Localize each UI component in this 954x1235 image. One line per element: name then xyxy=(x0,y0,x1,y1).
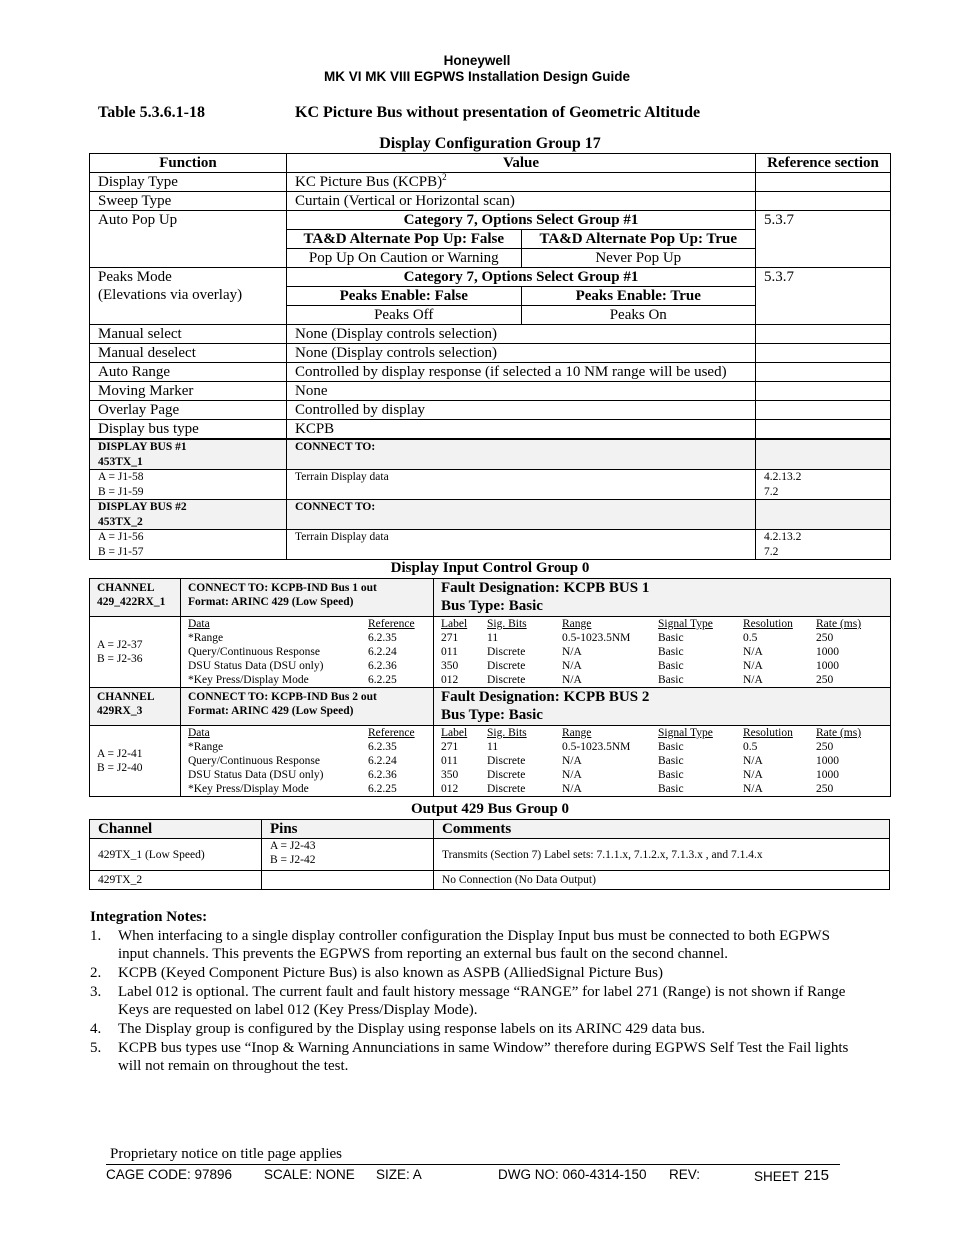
signal-type-header: Signal Type xyxy=(658,618,713,630)
function-cell: Auto Range xyxy=(90,363,287,382)
category-label: Category 7, Options Select Group #1 xyxy=(287,211,755,230)
note-text: KCPB bus types use “Inop & Warning Annunciations in same Window” therefore during EGPWS Self Test the Fail lights will not remain on throughout the test. xyxy=(118,1040,849,1074)
label-header: Label xyxy=(441,727,468,739)
company-name: Honeywell xyxy=(443,53,511,68)
range-value: N/A xyxy=(562,646,582,658)
note-number: 5. xyxy=(90,1040,102,1056)
pin-a: A = J2-41 xyxy=(97,748,143,760)
rate-header: Rate (ms) xyxy=(816,727,862,739)
data-reference: 6.2.24 xyxy=(368,646,397,658)
table-title: KC Picture Bus without presentation of Geometric Altitude xyxy=(295,104,701,121)
data-item: Query/Continuous Response xyxy=(188,755,320,767)
range-header: Range xyxy=(562,618,592,630)
range-value: N/A xyxy=(562,783,582,795)
display-input-table xyxy=(89,578,891,797)
rate-value: 250 xyxy=(816,674,834,686)
value-cell xyxy=(287,211,756,268)
size: SIZE: A xyxy=(376,1167,422,1182)
reference-cell xyxy=(756,363,891,382)
label-value: 011 xyxy=(441,646,458,658)
reference-cell xyxy=(756,173,891,192)
value-cell: None (Display controls selection) xyxy=(287,344,756,363)
value-text: KC Picture Bus (KCPB) xyxy=(295,174,443,190)
sig-bits-value: Discrete xyxy=(487,660,526,672)
label-value: 350 xyxy=(441,769,459,781)
function-cell: Sweep Type xyxy=(90,192,287,211)
data-cell xyxy=(181,617,434,688)
data-reference: 6.2.35 xyxy=(368,632,397,644)
pins-cell xyxy=(90,530,287,560)
sheet-number: 215 xyxy=(804,1167,830,1184)
footer-divider xyxy=(106,1164,840,1165)
function-cell: Auto Pop Up xyxy=(90,211,287,268)
value-cell xyxy=(287,268,756,325)
signal-type-value: Basic xyxy=(658,783,684,795)
label-value: 350 xyxy=(441,660,459,672)
label-value: 012 xyxy=(441,783,459,795)
data-reference: 6.2.36 xyxy=(368,660,397,672)
header-comments: Comments xyxy=(434,820,890,839)
label-cell xyxy=(434,617,891,688)
connect-cell xyxy=(181,579,434,617)
bus-header-row xyxy=(90,500,891,530)
value-cell: Controlled by display response (if selected a 10 NM range will be used) xyxy=(287,363,756,382)
bus-id: 453TX_2 xyxy=(98,515,143,528)
header-pins: Pins xyxy=(262,820,434,839)
connect-to: CONNECT TO: KCPB-IND Bus 2 out xyxy=(188,691,377,703)
pins-cell xyxy=(90,726,181,797)
sheet-label: SHEET xyxy=(754,1169,800,1184)
data-item: DSU Status Data (DSU only) xyxy=(188,660,324,672)
integration-notes xyxy=(90,908,860,1075)
rate-value: 250 xyxy=(816,783,834,795)
table-row xyxy=(90,344,891,363)
option-true-value: Peaks On xyxy=(521,306,755,325)
reference-cell xyxy=(756,192,891,211)
reference-1: 4.2.13.2 xyxy=(764,471,802,483)
reference-cell xyxy=(756,439,891,470)
bus-data-row xyxy=(90,470,891,500)
data-subtable xyxy=(181,617,433,687)
note-text: Label 012 is optional. The current fault and fault history message “RANGE” for label 271 (Range) is not shown if Range Keys are requested on label 012 (Key Press/Display Mode). xyxy=(118,984,846,1018)
label-value: 012 xyxy=(441,674,459,686)
resolution-value: N/A xyxy=(743,660,763,672)
pins-cell xyxy=(90,617,181,688)
function-text: Peaks Mode xyxy=(98,269,172,285)
connect-to: CONNECT TO: KCPB-IND Bus 1 out xyxy=(188,582,377,594)
scale: SCALE: NONE xyxy=(264,1167,355,1182)
notes-title: Integration Notes: xyxy=(90,909,208,925)
data-header: Data xyxy=(188,618,210,630)
range-value: 0.5-1023.5NM xyxy=(562,741,631,753)
data-reference: 6.2.25 xyxy=(368,783,397,795)
rate-value: 1000 xyxy=(816,660,839,672)
table-row xyxy=(90,268,891,325)
data-item: DSU Status Data (DSU only) xyxy=(188,769,324,781)
data-reference: 6.2.24 xyxy=(368,755,397,767)
signal-type-value: Basic xyxy=(658,646,684,658)
bus-data-row xyxy=(90,530,891,560)
rate-header: Rate (ms) xyxy=(816,618,862,630)
output-bus-table xyxy=(89,819,890,890)
signal-type-value: Basic xyxy=(658,755,684,767)
bus-header-row xyxy=(90,439,891,470)
pin-a: A = J2-37 xyxy=(97,639,143,651)
note-number: 3. xyxy=(90,984,102,1000)
reference-header: Reference xyxy=(368,618,415,630)
group-title-display-config: Display Configuration Group 17 xyxy=(379,135,601,152)
data-reference: 6.2.36 xyxy=(368,769,397,781)
table-header-row xyxy=(90,154,891,173)
category-label: Category 7, Options Select Group #1 xyxy=(287,268,755,287)
channel-label: CHANNEL xyxy=(97,582,155,594)
channel-header-row xyxy=(90,688,891,726)
sig-bits-value: Discrete xyxy=(487,646,526,658)
pin-b: B = J1-57 xyxy=(98,545,144,558)
group-title-display-input: Display Input Control Group 0 xyxy=(390,560,590,576)
data-item: *Range xyxy=(188,741,224,753)
note-number: 4. xyxy=(90,1021,102,1037)
value-cell: Controlled by display xyxy=(287,401,756,420)
note-text: When interfacing to a single display controller configuration the Display Input bus must be connected to both EGPWS input channels. This prevents the EGPWS from reporting an external bus fault on the second channel. xyxy=(118,928,830,962)
signal-type-value: Basic xyxy=(658,769,684,781)
note-item xyxy=(90,964,860,982)
bus-data-cell: Terrain Display data xyxy=(287,470,756,500)
channel-label-cell xyxy=(90,688,181,726)
reference-cell: 5.3.7 xyxy=(756,268,891,325)
label-value: 011 xyxy=(441,755,458,767)
option-false-value: Pop Up On Caution or Warning xyxy=(308,250,499,266)
reference-cell: 5.3.7 xyxy=(756,211,891,268)
reference-cell xyxy=(756,325,891,344)
reference-cell xyxy=(756,382,891,401)
table-row xyxy=(90,871,890,890)
value-cell xyxy=(287,173,756,192)
resolution-value: 0.5 xyxy=(743,632,758,644)
data-item: *Range xyxy=(188,632,224,644)
proprietary-notice: Proprietary notice on title page applies xyxy=(110,1146,343,1162)
channel-header-row xyxy=(90,579,891,617)
sig-bits-header: Sig. Bits xyxy=(487,727,527,739)
channel-label-cell xyxy=(90,579,181,617)
pins-cell xyxy=(262,839,434,871)
range-value: N/A xyxy=(562,755,582,767)
resolution-header: Resolution xyxy=(743,618,793,630)
data-item: *Key Press/Display Mode xyxy=(188,783,309,795)
rate-value: 250 xyxy=(816,632,834,644)
channel-data-row xyxy=(90,617,891,688)
data-reference: 6.2.25 xyxy=(368,674,397,686)
data-cell xyxy=(181,726,434,797)
table-row xyxy=(90,192,891,211)
table-row xyxy=(90,839,890,871)
connect-cell xyxy=(181,688,434,726)
resolution-value: N/A xyxy=(743,769,763,781)
rate-value: 250 xyxy=(816,741,834,753)
data-item: Query/Continuous Response xyxy=(188,646,320,658)
table-row xyxy=(90,211,891,268)
reference-cell xyxy=(756,420,891,440)
drawing-number: DWG NO: 060-4314-150 xyxy=(498,1167,647,1182)
pin-b: B = J2-36 xyxy=(97,653,143,665)
function-cell: Manual deselect xyxy=(90,344,287,363)
sig-bits-value: Discrete xyxy=(487,755,526,767)
pin-b: B = J2-42 xyxy=(270,854,316,866)
sig-bits-value: Discrete xyxy=(487,769,526,781)
reference-cell xyxy=(756,344,891,363)
label-cell xyxy=(434,726,891,797)
table-row xyxy=(90,325,891,344)
comments-cell: Transmits (Section 7) Label sets: 7.1.1.x, 7.1.2.x, 7.1.3.x , and 7.1.4.x xyxy=(434,839,890,871)
value-cell: Curtain (Vertical or Horizontal scan) xyxy=(287,192,756,211)
channel-id: 429_422RX_1 xyxy=(97,596,166,608)
fault-cell xyxy=(434,579,891,617)
format: Format: ARINC 429 (Low Speed) xyxy=(188,705,354,717)
signal-type-value: Basic xyxy=(658,660,684,672)
sig-bits-header: Sig. Bits xyxy=(487,618,527,630)
footer-bar xyxy=(106,1167,840,1187)
sig-bits-value: 11 xyxy=(487,741,499,753)
revision: REV: xyxy=(669,1167,701,1182)
cage-code: CAGE CODE: 97896 xyxy=(106,1167,233,1182)
resolution-value: N/A xyxy=(743,674,763,686)
value-cell: None (Display controls selection) xyxy=(287,325,756,344)
data-reference: 6.2.35 xyxy=(368,741,397,753)
table-number: Table 5.3.6.1-18 xyxy=(98,104,205,121)
option-true-header: Peaks Enable: True xyxy=(521,287,755,306)
data-header: Data xyxy=(188,727,210,739)
note-number: 1. xyxy=(90,928,102,944)
signal-type-header: Signal Type xyxy=(658,727,713,739)
range-header: Range xyxy=(562,727,592,739)
sig-bits-value: Discrete xyxy=(487,783,526,795)
comments-cell: No Connection (No Data Output) xyxy=(434,871,890,890)
resolution-header: Resolution xyxy=(743,727,793,739)
table-row xyxy=(90,173,891,192)
group-title-output-bus: Output 429 Bus Group 0 xyxy=(410,801,570,817)
connect-to-label: CONNECT TO: xyxy=(287,500,756,530)
channel-cell: 429TX_1 (Low Speed) xyxy=(90,839,262,871)
function-cell: Display Type xyxy=(90,173,287,192)
pins-cell xyxy=(262,871,434,890)
reference-header: Reference xyxy=(368,727,415,739)
table-header-row xyxy=(90,820,890,839)
fault-cell xyxy=(434,688,891,726)
function-cell: Moving Marker xyxy=(90,382,287,401)
bus-type: Bus Type: Basic xyxy=(441,598,543,614)
fault-designation: Fault Designation: KCPB BUS 2 xyxy=(441,689,650,705)
range-value: 0.5-1023.5NM xyxy=(562,632,631,644)
options-subtable xyxy=(287,268,755,324)
data-subtable xyxy=(181,726,433,796)
reference-cell xyxy=(756,470,891,500)
bus-label: DISPLAY BUS #2 xyxy=(98,501,187,513)
range-value: N/A xyxy=(562,660,582,672)
sig-bits-value: Discrete xyxy=(487,674,526,686)
channel-id: 429RX_3 xyxy=(97,705,143,717)
header-function: Function xyxy=(90,154,287,173)
note-number: 2. xyxy=(90,965,102,981)
option-false-header: Peaks Enable: False xyxy=(287,287,521,306)
range-value: N/A xyxy=(562,769,582,781)
reference-2: 7.2 xyxy=(764,485,779,498)
signal-type-value: Basic xyxy=(658,674,684,686)
pin-a: A = J2-43 xyxy=(270,840,316,852)
bus-label-cell xyxy=(90,500,287,530)
sig-bits-value: 11 xyxy=(487,632,499,644)
table-row xyxy=(90,382,891,401)
option-false-value: Peaks Off xyxy=(374,307,434,323)
function-cell: Manual select xyxy=(90,325,287,344)
rate-value: 1000 xyxy=(816,755,839,767)
document-title: MK VI MK VIII EGPWS Installation Design Guide xyxy=(323,69,631,84)
display-config-table xyxy=(89,153,891,560)
reference-cell xyxy=(756,401,891,420)
label-subtable xyxy=(434,617,890,687)
channel-label: CHANNEL xyxy=(97,691,155,703)
reference-2: 7.2 xyxy=(764,545,779,558)
channel-data-row xyxy=(90,726,891,797)
pin-a: A = J1-56 xyxy=(98,531,144,543)
bus-data-cell: Terrain Display data xyxy=(287,530,756,560)
pin-a: A = J1-58 xyxy=(98,471,144,483)
pin-b: B = J1-59 xyxy=(98,485,144,498)
header-channel: Channel xyxy=(90,820,262,839)
rate-value: 1000 xyxy=(816,646,839,658)
pin-b: B = J2-40 xyxy=(97,762,143,774)
label-value: 271 xyxy=(441,741,459,753)
range-value: N/A xyxy=(562,674,582,686)
function-cell xyxy=(90,268,287,325)
label-value: 271 xyxy=(441,632,459,644)
note-text: KCPB (Keyed Component Picture Bus) is also known as ASPB (AlliedSignal Picture Bus) xyxy=(118,965,663,981)
note-item xyxy=(90,927,860,963)
label-subtable xyxy=(434,726,890,796)
bus-type: Bus Type: Basic xyxy=(441,707,543,723)
footnote-marker: 2 xyxy=(442,172,447,182)
resolution-value: N/A xyxy=(743,755,763,767)
format: Format: ARINC 429 (Low Speed) xyxy=(188,596,354,608)
data-item: *Key Press/Display Mode xyxy=(188,674,309,686)
rate-value: 1000 xyxy=(816,769,839,781)
option-true-header: TA&D Alternate Pop Up: True xyxy=(521,230,755,249)
fault-designation: Fault Designation: KCPB BUS 1 xyxy=(441,580,650,596)
reference-cell xyxy=(756,530,891,560)
signal-type-value: Basic xyxy=(658,741,684,753)
signal-type-value: Basic xyxy=(658,632,684,644)
bus-label-cell xyxy=(90,439,287,470)
table-row xyxy=(90,401,891,420)
pins-cell xyxy=(90,470,287,500)
function-cell: Overlay Page xyxy=(90,401,287,420)
note-text: The Display group is configured by the Display using response labels on its ARINC 429 data bus. xyxy=(118,1021,706,1037)
reference-1: 4.2.13.2 xyxy=(764,531,802,543)
table-row xyxy=(90,363,891,382)
connect-to-label: CONNECT TO: xyxy=(287,439,756,470)
channel-cell: 429TX_2 xyxy=(90,871,262,890)
label-header: Label xyxy=(441,618,468,630)
note-item xyxy=(90,983,860,1019)
note-item xyxy=(90,1039,860,1075)
resolution-value: N/A xyxy=(743,646,763,658)
note-item xyxy=(90,1020,860,1038)
option-true-value: Never Pop Up xyxy=(521,249,755,268)
function-subtext: (Elevations via overlay) xyxy=(98,287,243,303)
function-cell: Display bus type xyxy=(90,420,287,440)
header-value: Value xyxy=(287,154,756,173)
resolution-value: 0.5 xyxy=(743,741,758,753)
reference-cell xyxy=(756,500,891,530)
header-reference: Reference section xyxy=(756,154,891,173)
resolution-value: N/A xyxy=(743,783,763,795)
options-subtable xyxy=(287,211,755,267)
value-cell: KCPB xyxy=(287,420,756,440)
value-cell: None xyxy=(287,382,756,401)
table-caption xyxy=(98,104,701,122)
option-false-header: TA&D Alternate Pop Up: False xyxy=(287,230,521,249)
table-row xyxy=(90,420,891,440)
bus-id: 453TX_1 xyxy=(98,455,143,468)
bus-label: DISPLAY BUS #1 xyxy=(98,441,187,453)
